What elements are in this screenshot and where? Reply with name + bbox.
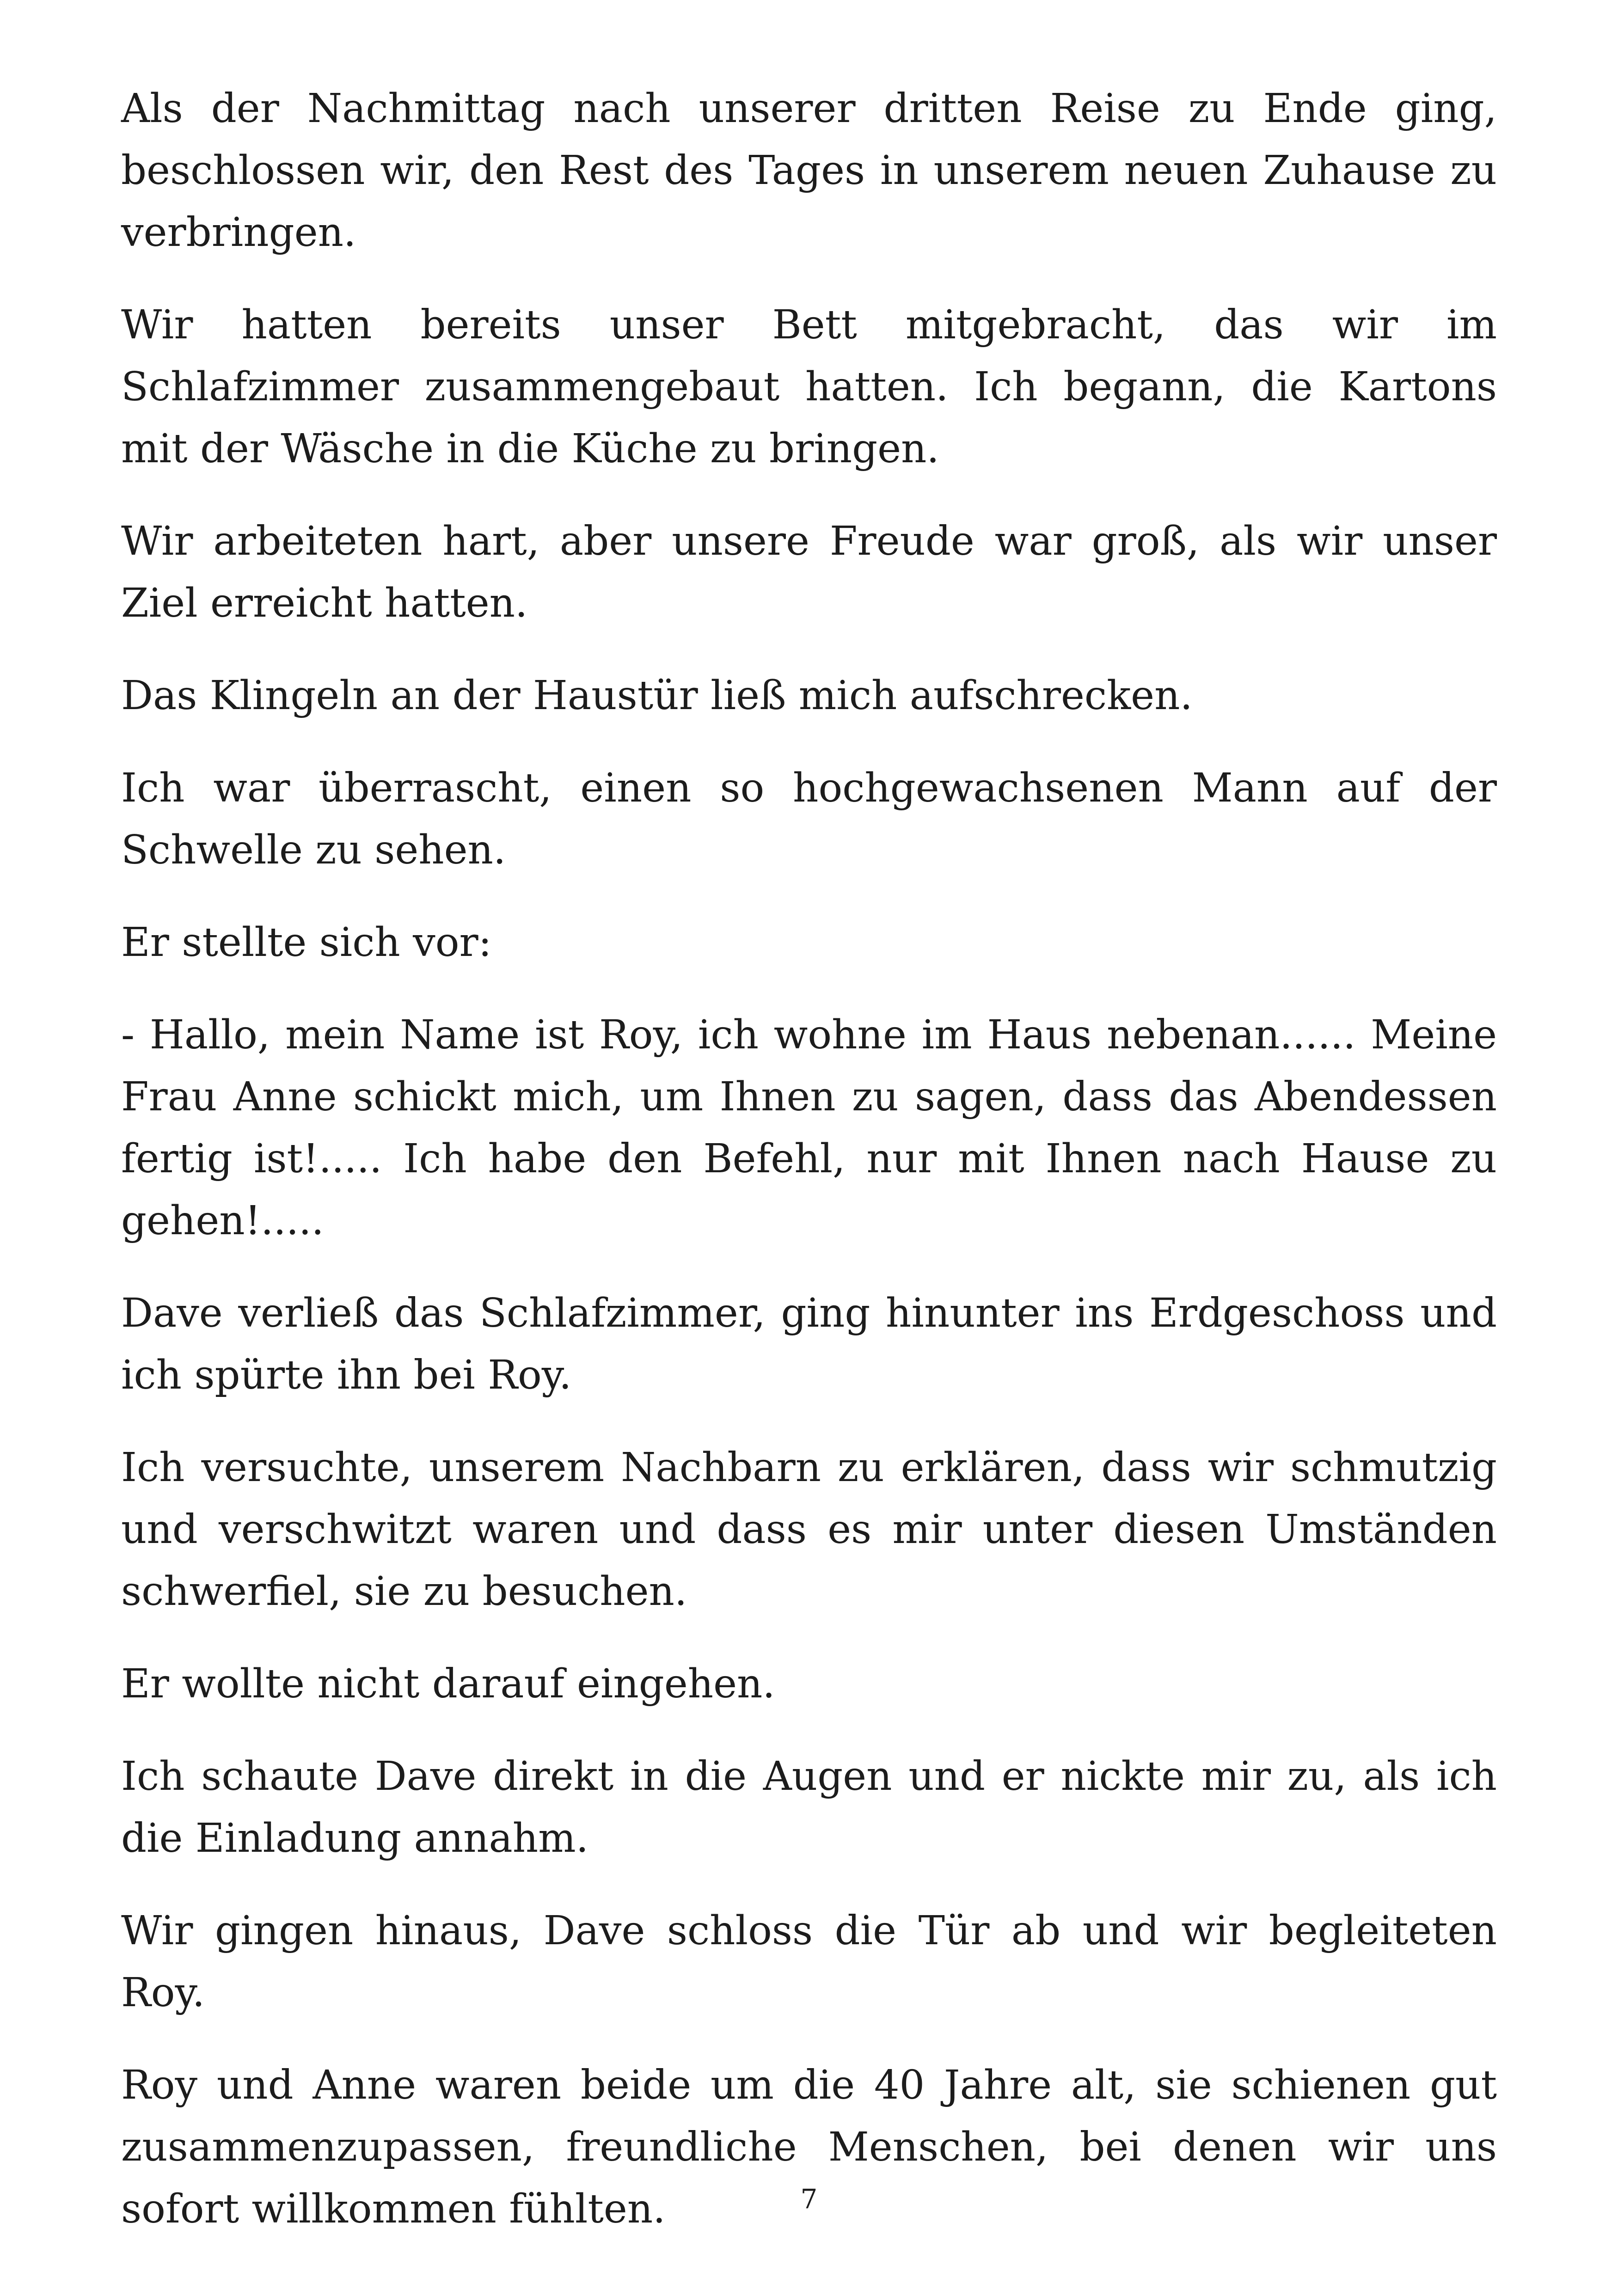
dialogue-paragraph: - Hallo, mein Name ist Roy, ich wohne im Haus nebenan...... Meine Frau Anne schickt mich, um Ihnen zu sagen, dass das Abendessen fertig ist!..... Ich habe den Befehl, nur mit Ihnen nach Hause zu gehen!..... xyxy=(121,1012,1497,1244)
paragraph: Ich versuchte, unserem Nachbarn zu erklären, dass wir schmutzig und verschwitzt waren und dass es mir unter diesen Umständen schwerfiel, sie zu besuchen. xyxy=(121,1445,1497,1615)
paragraph: Wir arbeiteten hart, aber unsere Freude war groß, als wir unser Ziel erreicht hatten. xyxy=(121,518,1497,626)
paragraph: Roy und Anne waren beide um die 40 Jahre alt, sie schienen gut zusammenzupassen, freundliche Menschen, bei denen wir uns sofort willkommen fühlten. xyxy=(121,2062,1497,2232)
paragraph: Als der Nachmittag nach unserer dritten Reise zu Ende ging, beschlossen wir, den Rest des Tages in unserem neuen Zuhause zu verbringen. xyxy=(121,86,1497,256)
paragraph: Wir gingen hinaus, Dave schloss die Tür ab und wir begleiteten Roy. xyxy=(121,1908,1497,2016)
paragraph: Dave verließ das Schlafzimmer, ging hinunter ins Erdgeschoss und ich spürte ihn bei Roy. xyxy=(121,1290,1497,1398)
page-number: 7 xyxy=(800,2183,818,2215)
paragraph: Wir hatten bereits unser Bett mitgebracht, das wir im Schlafzimmer zusammengebaut hatten. Ich begann, die Kartons mit der Wäsche in die Küche zu bringen. xyxy=(121,302,1497,472)
paragraph: Er wollte nicht darauf eingehen. xyxy=(121,1661,775,1707)
paragraph: Das Klingeln an der Haustür ließ mich aufschrecken. xyxy=(121,673,1193,719)
body-text xyxy=(121,78,1497,2240)
paragraph: Er stellte sich vor: xyxy=(121,919,492,966)
paragraph: Ich war überrascht, einen so hochgewachsenen Mann auf der Schwelle zu sehen. xyxy=(121,765,1497,873)
paragraph: Ich schaute Dave direkt in die Augen und er nickte mir zu, als ich die Einladung annahm. xyxy=(121,1753,1497,1861)
